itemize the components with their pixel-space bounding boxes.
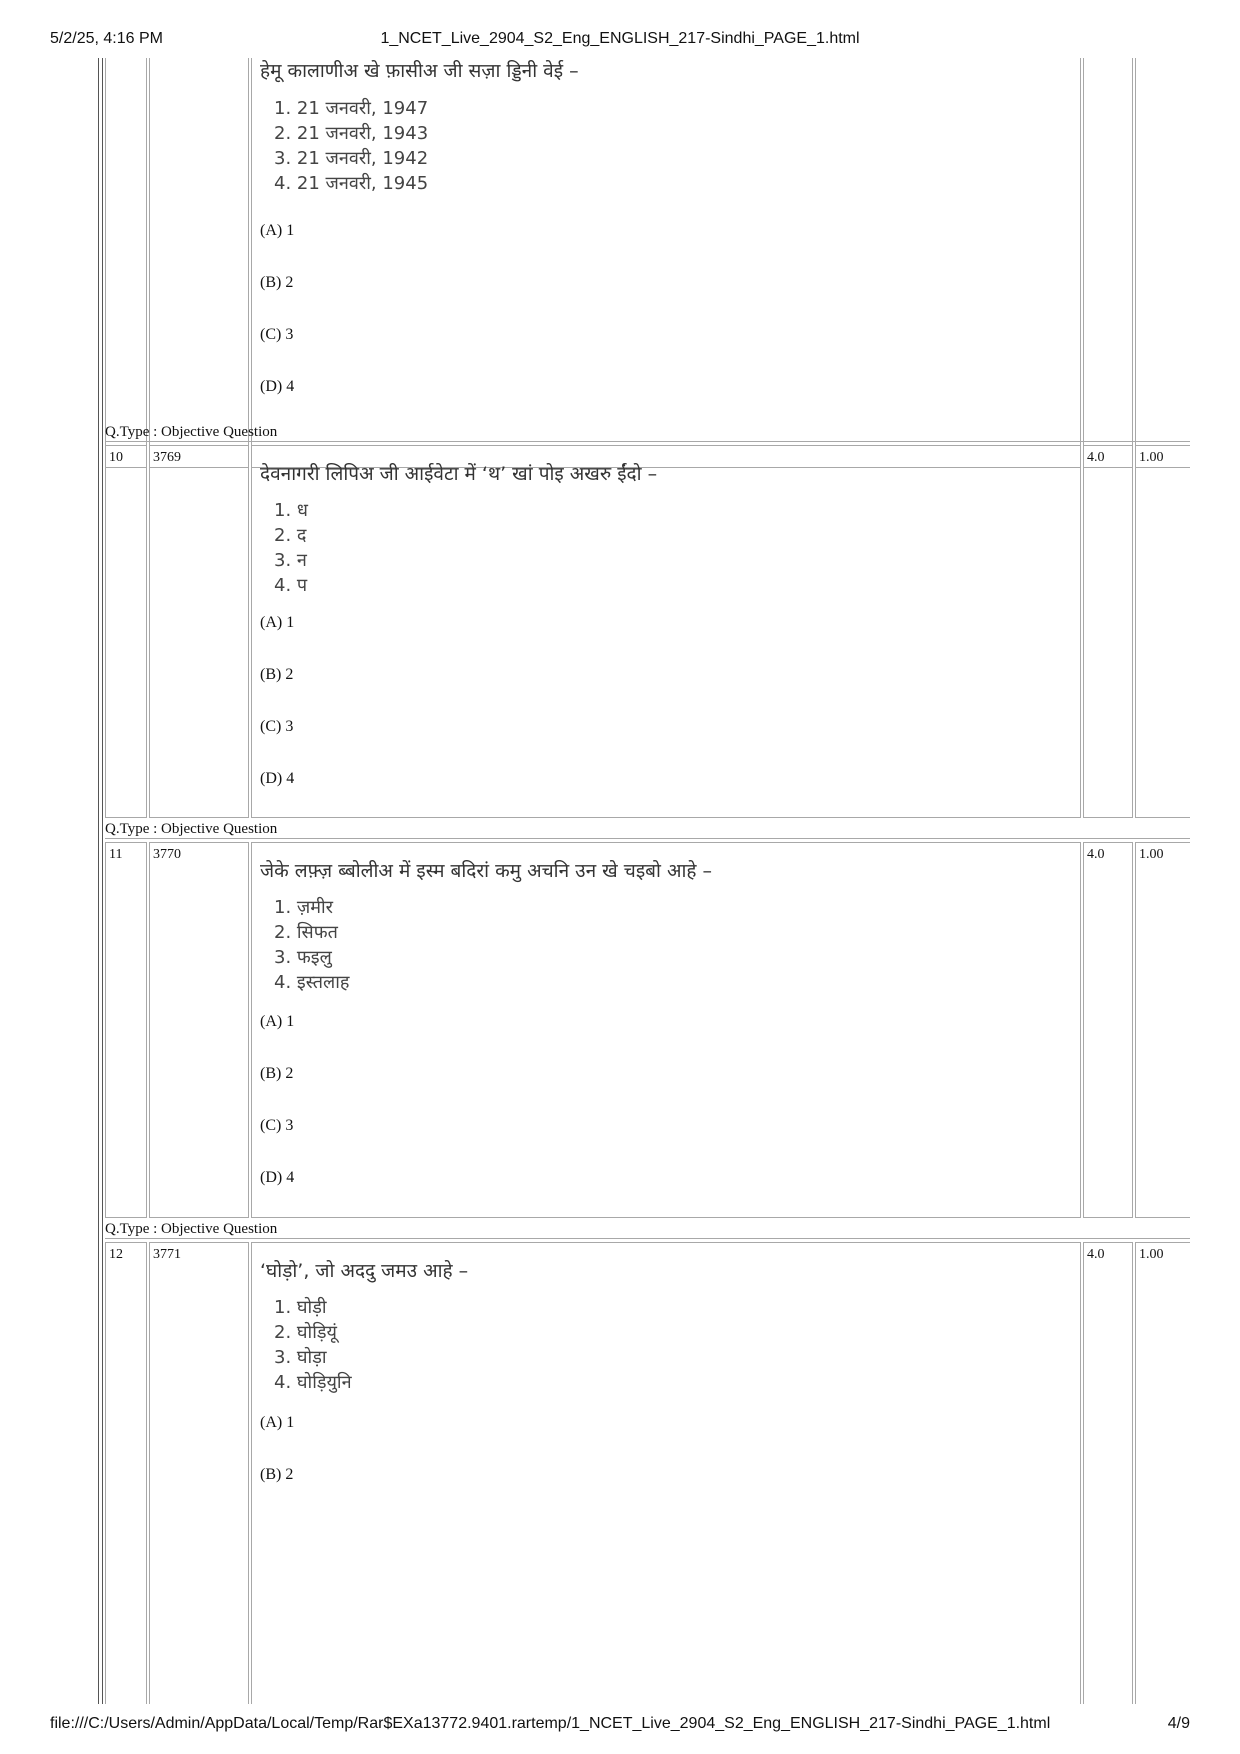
option-list — [274, 498, 308, 598]
serial-cell — [105, 1242, 147, 1704]
question-text: जेके लफ़्ज़ ब्बोलीअ में इस्म बदिरां कमु अचनि उन खे चइबो आहे – — [260, 860, 713, 882]
question-type-label: Q.Type : Objective Question — [105, 424, 278, 440]
question-text: देवनागरी लिपिअ जी आईवेटा में ‘थ’ खां पोइ अखरु ईंदो – — [260, 463, 658, 485]
answer-choice-a: (A) 1 — [260, 614, 295, 631]
marks-value: 4.0 — [1087, 847, 1105, 862]
negative-marks-cell — [1135, 445, 1190, 818]
answer-choice-c: (C) 3 — [260, 326, 294, 343]
question-sheet — [98, 58, 1190, 1704]
answer-choice-d: (D) 4 — [260, 1169, 295, 1186]
option-item: 1. ज़मीर — [274, 897, 334, 918]
option-item: 2. द — [274, 525, 307, 546]
answer-choice-a: (A) 1 — [260, 1414, 295, 1431]
marks-cell — [1083, 842, 1133, 1218]
option-item: 1. ध — [274, 500, 308, 521]
outer-border — [98, 58, 99, 1704]
negative-marks-cell — [1135, 842, 1190, 1218]
question-id: 3770 — [153, 847, 181, 862]
option-item: 4. 21 जनवरी, 1945 — [274, 173, 429, 194]
negative-marks-value: 1.00 — [1139, 1247, 1164, 1262]
option-item: 2. सिफत — [274, 922, 338, 943]
question-type-label: Q.Type : Objective Question — [105, 1221, 278, 1237]
page-url: file:///C:/Users/Admin/AppData/Local/Temp/Rar$EXa13772.9401.rartemp/1_NCET_Live_2904_S2_Eng_ENGLISH_217-Sindhi_PAGE_1.html — [50, 1715, 1051, 1732]
answer-choice-c: (C) 3 — [260, 718, 294, 735]
marks-cell — [1083, 445, 1133, 818]
option-list — [274, 895, 349, 995]
answer-choice-b: (B) 2 — [260, 1466, 294, 1483]
option-item: 3. घोड़ा — [274, 1347, 327, 1368]
option-item: 3. फइलु — [274, 947, 332, 968]
marks-cell — [1083, 58, 1133, 468]
option-list — [274, 96, 428, 196]
option-item: 3. न — [274, 550, 307, 571]
answer-choice-b: (B) 2 — [260, 666, 294, 683]
id-cell — [149, 842, 249, 1218]
print-footer — [50, 1715, 1190, 1739]
outer-border-inner — [102, 58, 103, 1704]
answer-choice-c: (C) 3 — [260, 1117, 294, 1134]
page-number: 4/9 — [1167, 1715, 1190, 1732]
option-item: 4. इस्तलाह — [274, 972, 350, 993]
question-text: हेमू कालाणीअ खे फ़ासीअ जी सज़ा ड्डिनी वेई – — [260, 60, 579, 82]
option-list — [274, 1295, 352, 1395]
option-item: 1. घोड़ी — [274, 1297, 327, 1318]
id-cell — [149, 1242, 249, 1704]
option-item: 1. 21 जनवरी, 1947 — [274, 98, 429, 119]
question-type-label: Q.Type : Objective Question — [105, 821, 278, 837]
question-cell — [251, 58, 1081, 468]
print-title: 1_NCET_Live_2904_S2_Eng_ENGLISH_217-Sindhi_PAGE_1.html — [380, 30, 860, 47]
answer-choice-d: (D) 4 — [260, 378, 295, 395]
answer-choice-a: (A) 1 — [260, 222, 295, 239]
negative-marks-value: 1.00 — [1139, 847, 1164, 862]
answer-choice-a: (A) 1 — [260, 1013, 295, 1030]
negative-marks-cell — [1135, 1242, 1190, 1704]
question-id: 3771 — [153, 1247, 181, 1262]
serial-cell — [105, 842, 147, 1218]
option-item: 2. घोड़ियूं — [274, 1322, 337, 1343]
id-cell — [149, 445, 249, 818]
option-item: 3. 21 जनवरी, 1942 — [274, 148, 429, 169]
row-divider — [105, 1238, 1190, 1239]
question-cell — [251, 842, 1081, 1218]
question-text: ‘घोड़ो’, जो अददु जमउ आहे – — [260, 1260, 469, 1282]
marks-cell — [1083, 1242, 1133, 1704]
answer-choice-b: (B) 2 — [260, 1065, 294, 1082]
answer-choice-d: (D) 4 — [260, 770, 295, 787]
question-number: 12 — [109, 1247, 123, 1262]
option-item: 4. घोड़ियुनि — [274, 1372, 352, 1393]
question-cell — [251, 1242, 1081, 1704]
marks-value: 4.0 — [1087, 450, 1105, 465]
question-number: 10 — [109, 450, 123, 465]
marks-value: 4.0 — [1087, 1247, 1105, 1262]
serial-cell — [105, 445, 147, 818]
question-cell — [251, 445, 1081, 818]
question-id: 3769 — [153, 450, 181, 465]
serial-cell — [105, 58, 147, 468]
row-divider — [105, 441, 1190, 442]
option-item: 4. प — [274, 575, 308, 596]
question-number: 11 — [109, 847, 123, 862]
negative-marks-cell — [1135, 58, 1190, 468]
negative-marks-value: 1.00 — [1139, 450, 1164, 465]
print-header — [50, 30, 1190, 54]
answer-choice-b: (B) 2 — [260, 274, 294, 291]
option-item: 2. 21 जनवरी, 1943 — [274, 123, 429, 144]
row-divider — [105, 838, 1190, 839]
print-timestamp: 5/2/25, 4:16 PM — [50, 30, 163, 47]
id-cell — [149, 58, 249, 468]
